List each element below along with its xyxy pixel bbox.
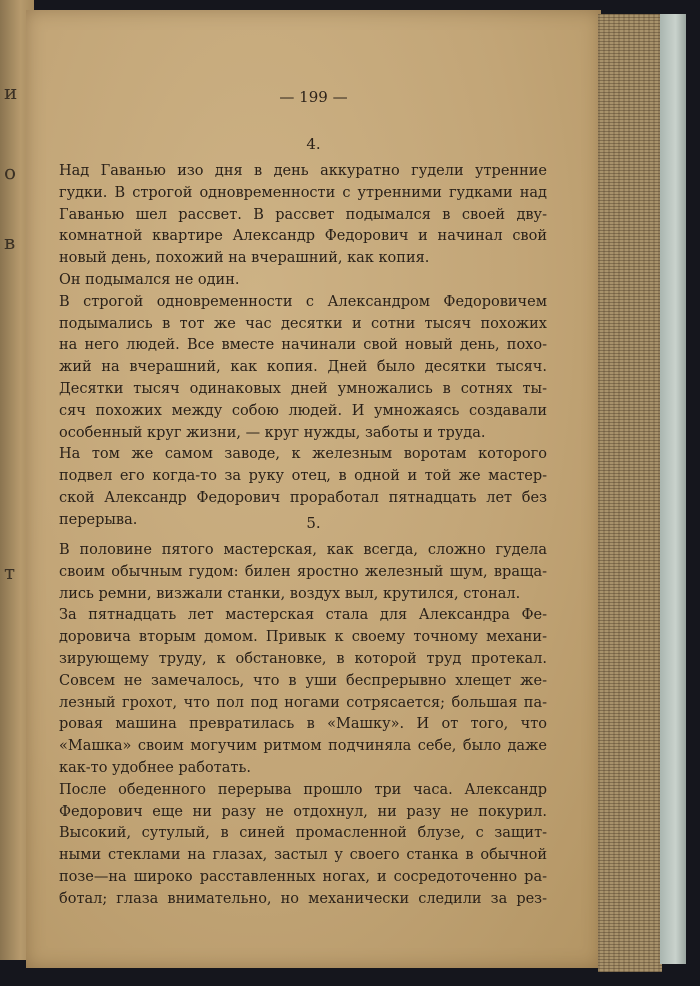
text-line: позе—на широко расставленных ногах, и сосредоточенно ра- — [59, 868, 547, 885]
text-line: Над Гаванью изо дня в день аккуратно гудели утренние — [59, 163, 547, 179]
left-fragment: в — [4, 230, 16, 254]
text-line: зирующему труду, к обстановке, в которой труд протекал. — [59, 650, 547, 667]
left-fragment: т — [4, 560, 16, 584]
page-block-edge — [598, 14, 662, 972]
left-fragment: о — [4, 160, 17, 184]
book-cover-edge — [660, 14, 686, 964]
text-line: Гаванью шел рассвет. В рассвет подымался в своей дву- — [59, 206, 547, 223]
text-line: жий на вчерашний, как копия. Дней было десятки тысяч. — [59, 359, 547, 376]
text-line: гудки. В строгой одновременности с утренними гудками над — [59, 184, 547, 201]
text-line: На том же самом заводе, к железным воротам которого — [59, 446, 547, 463]
section-5-text — [59, 540, 547, 911]
text-line: Федорович еще ни разу не отдохнул, ни разу не покурил. — [59, 803, 547, 820]
section-4-text — [59, 161, 547, 532]
text-line: Десятки тысяч одинаковых дней умножались в сотнях ты- — [59, 380, 547, 397]
text-line: доровича вторым домом. Привык к своему точному механи- — [59, 629, 547, 646]
text-line: комнатной квартире Александр Федорович и начинал свой — [59, 228, 547, 245]
text-line: ными стеклами на глазах, застыл у своего станка в обычной — [59, 847, 547, 864]
page-number: — 199 — — [279, 88, 348, 106]
text-line: особенный круг жизни, — круг нужды, заботы и труда. — [59, 424, 486, 441]
text-line: перерыва. — [59, 511, 138, 528]
text-line: За пятнадцать лет мастерская стала для Александра Фе- — [59, 607, 547, 624]
text-line: «Машка» своим могучим ритмом подчиняла себе, было даже — [59, 738, 547, 755]
text-line: Он подымался не один. — [59, 271, 240, 288]
text-line: подвел его когда-то за руку отец, в одной и той же мастер- — [59, 468, 547, 485]
text-line: В половине пятого мастерская, как всегда, сложно гудела — [59, 542, 547, 558]
text-line: После обеденного перерыва прошло три часа. Александр — [59, 781, 547, 798]
text-line: на него людей. Все вместе начинали свой новый день, похо- — [59, 337, 547, 354]
text-line: подымались в тот же час десятки и сотни тысяч похожих — [59, 315, 547, 332]
text-line: ской Александр Федорович проработал пятнадцать лет без — [59, 489, 547, 506]
text-line: своим обычным гудом: билен яростно железный шум, враща- — [59, 563, 547, 580]
text-line: лись ремни, визжали станки, воздух выл, крутился, стонал. — [59, 585, 521, 602]
text-line: Совсем не замечалось, что в уши беспрерывно хлещет же- — [59, 672, 547, 689]
text-line: сяч похожих между собою людей. И умножаясь создавали — [59, 402, 547, 419]
text-line: В строгой одновременности с Александром Федоровичем — [59, 293, 547, 310]
left-fragment: и — [4, 80, 18, 104]
text-line: Высокий, сутулый, в синей промасленной блузе, с защит- — [59, 825, 547, 842]
book-page — [26, 10, 601, 968]
text-line: лезный грохот, что пол под ногами сотрясается; большая па- — [59, 694, 547, 711]
text-line: ботал; глаза внимательно, но механически следили за рез- — [59, 890, 547, 907]
text-line: новый день, похожий на вчерашний, как копия. — [59, 250, 430, 267]
text-line: как-то удобнее работать. — [59, 759, 251, 776]
section-number: 5. — [306, 514, 321, 532]
section-number: 4. — [306, 135, 321, 153]
text-line: ровая машина превратилась в «Машку». И от того, что — [59, 716, 547, 733]
